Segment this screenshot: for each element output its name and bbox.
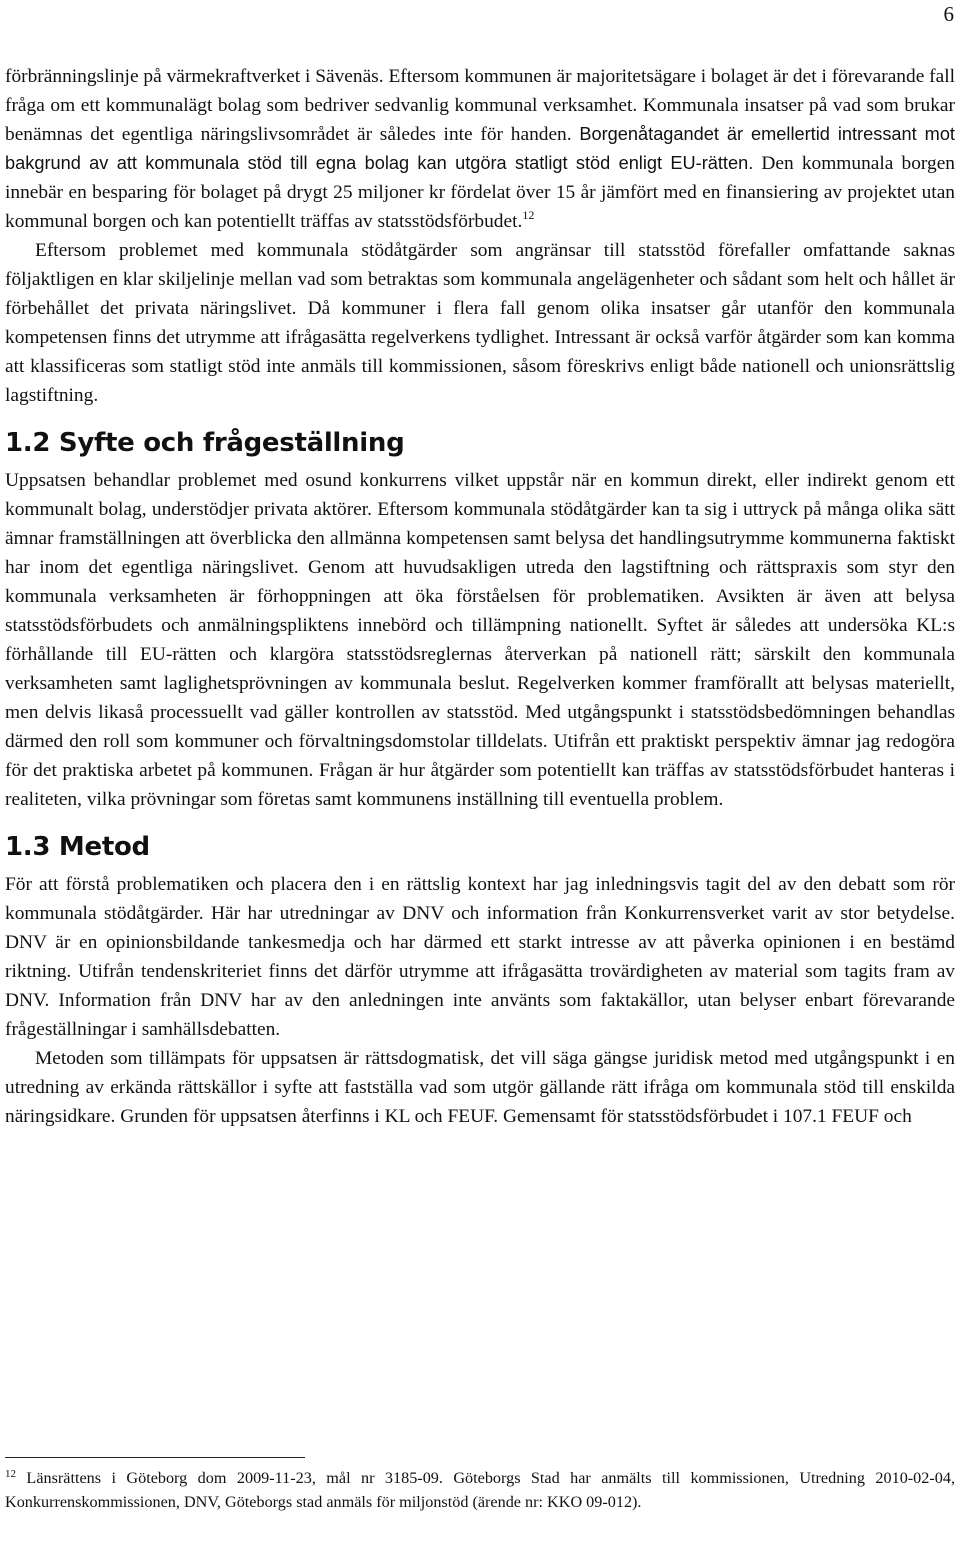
section-heading-1-2: 1.2 Syfte och frågeställning bbox=[5, 428, 405, 458]
section-1-3-paragraph-1: För att förstå problematiken och placera den i en rättslig kontext har jag inledningsvis tagit del av den debatt som rör kommunala stödåtgärder. Här har utredningar av DNV och information från Konkurrensverket varit av stor betydelse. DNV är en opinionsbildande tankesmedja och har därmed ett starkt intresse av att påverka opinionen i en bestämd riktning. Utifrån tendenskriteriet finns det därför utrymme att ifrågasätta trovärdigheten av material som tagits fram av DNV. Information från DNV har av den anledningen inte använts som faktakällor, utan belyser enbart förevarande frågeställningar i samhällsdebatten. bbox=[5, 874, 955, 1040]
document-body bbox=[5, 62, 955, 1131]
footnote-divider bbox=[5, 1457, 305, 1458]
section-heading-1-3: 1.3 Metod bbox=[5, 832, 150, 862]
section-1-3-paragraph-2: Metoden som tillämpats för uppsatsen är rättsdogmatisk, det vill säga gängse juridisk metod med utgångspunkt i en utredning av erkända rättskällor i syfte att fastställa vad som utgör gällande rätt ifråga om kommunala stöd till enskilda näringsidkare. Grunden för uppsatsen återfinns i KL och FEUF. Gemensamt för statsstödsförbudet i 107.1 FEUF och bbox=[5, 1048, 955, 1127]
section-1-2-paragraph: Uppsatsen behandlar problemet med osund konkurrens vilket uppstår när en kommun direkt, eller indirekt genom ett kommunalt bolag, understödjer privata aktörer. Eftersom kommunala stödåtgärder kan ta sig i uttryck på många olika sätt ämnar framställningen att överblicka den allmänna kompetensen samt belysa det handlingsutrymme kommunerna faktiskt har inom det egentliga näringslivet. Genom att huvudsakligen utreda den lagstiftning och rättspraxis som styr den kommunala verksamheten är förhoppningen att öka förståelsen för problematiken. Avsikten är även att belysa statsstödsförbudets och anmälningspliktens innebörd och tillämpning nationellt. Syftet är således att undersöka KL:s förhållande till EU-rätten och klargöra statsstödsreglernas återverkan på nationell rätt; särskilt den kommunala verksamheten samt laglighetsprövningen av kommunala beslut. Regelverken kommer framförallt att belysas materiellt, men delvis likaså processuellt vad gäller kontrollen av statsstöd. Med utgångspunkt i statsstödsbedömningen behandlas därmed den roll som kommuner och förvaltningsdomstolar tilldelats. Utifrån ett praktiskt perspektiv ämnar jag redogöra för det praktiska arbetet på kommunen. Frågan är hur åtgärder som potentiellt kan träffas av statsstödsförbudet hanteras i realiteten, vilka prövningar som företas samt kommunens inställning till eventuella problem. bbox=[5, 470, 955, 810]
footnote bbox=[5, 1467, 955, 1514]
footnote-number: 12 bbox=[5, 1468, 16, 1480]
intro-paragraph-1 bbox=[5, 62, 955, 236]
intro-text-sans: Borgenåtagandet är emellertid intressant mot bakgrund av att kommunala stöd till egna bolag kan utgöra statligt stöd enligt EU-rätten. bbox=[5, 124, 955, 173]
intro-text-serif-b: Den kommunala borgen innebär en besparing för bolaget på drygt 25 miljoner kr fördelat över 15 år jämfört med en finansiering av projektet utan kommunal borgen och kan potentiellt träffas av statsstödsförbudet. bbox=[5, 153, 955, 232]
intro-paragraph-2: Eftersom problemet med kommunala stödåtgärder som angränsar till statsstöd förefaller omfattande saknas följaktligen en klar skiljelinje mellan vad som betraktas som kommunala angelägenheter och sådant som helt och hållet är förbehållet det privata näringslivet. Då kommuner i flera fall genom olika insatser går utanför den kommunala kompetensen finns det utrymme att ifrågasätta regelverkens tydlighet. Intressant är också varför åtgärder som kan komma att klassificeras som statligt stöd inte anmäls till kommissionen, såsom föreskrivs enligt både nationell och unionsrättslig lagstiftning. bbox=[5, 240, 955, 406]
page-number: 6 bbox=[943, 2, 954, 26]
footnote-reference[interactable]: 12 bbox=[522, 208, 535, 222]
footnote-text: Länsrättens i Göteborg dom 2009-11-23, mål nr 3185-09. Göteborgs Stad har anmälts till kommissionen, Utredning 2010-02-04, Konkurrenskommissionen, DNV, Göteborgs stad anmäls för miljonstöd (ärende nr: KKO 09-012). bbox=[5, 1469, 955, 1511]
intro-text-serif-a: förbränningslinje på värmekraftverket i Sävenäs. Eftersom kommunen är majoritetsägare i bolaget är det i förevarande fall fråga om ett kommunalägt bolag som bedriver sedvanlig kommunal verksamhet. Kommunala insatser på vad som brukar benämnas det egentliga näringslivsområdet är således inte för handen. bbox=[5, 66, 955, 145]
